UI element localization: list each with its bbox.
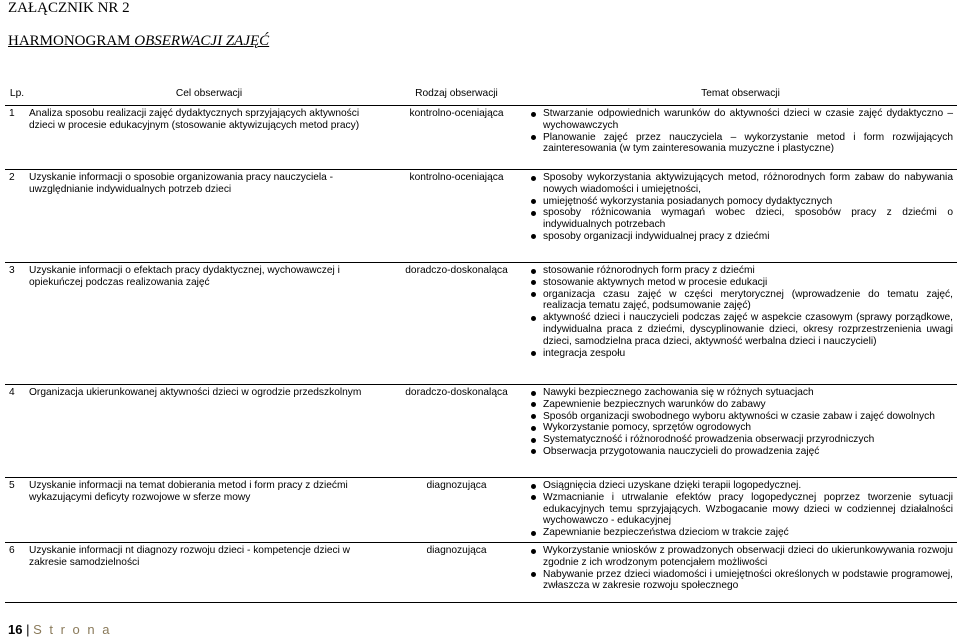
page-word: S t r o n a	[33, 622, 112, 637]
topic-item: Wykorzystanie pomocy, sprzętów ogrodowych	[525, 422, 953, 434]
topic-item: organizacja czasu zajęć w części merytorycznej (wprowadzenie do tematu zajęć, realizacja tematu zajęć, podsumowanie zajęć)	[525, 289, 953, 313]
topic-item: Stwarzanie odpowiednich warunków do aktywności dzieci w czasie zajęć dydaktyczno – wychowawczych	[525, 108, 953, 132]
topic-item: Nabywanie przez dzieci wiadomości i umiejętności określonych w podstawie programowej, zwłaszcza w zakresie rozwoju społecznego	[525, 569, 953, 593]
topic-list	[525, 265, 953, 359]
topic-item: Planowanie zajęć przez nauczyciela – wykorzystanie metod i form rozwijających zainteresowania (w tym zainteresowania muzyczne i plastyczne)	[525, 132, 953, 156]
schedule-table	[5, 83, 957, 603]
observation-type: kontrolno-oceniająca	[389, 106, 524, 170]
topic-list	[525, 172, 953, 243]
annex-label: ZAŁĄCZNIK NR 2	[8, 0, 130, 16]
col-header-rodzaj: Rodzaj obserwacji	[389, 83, 524, 106]
topic-item: integracja zespołu	[525, 348, 953, 360]
document-title	[8, 33, 269, 50]
document-title-italic: OBSERWACJI ZAJĘĆ	[134, 33, 270, 49]
observation-goal: Uzyskanie informacji na temat dobierania metod i form pracy z dziećmi wykazującymi deficyty rozwojowe w sferze mowy	[29, 478, 389, 543]
observation-type: doradczo-doskonaląca	[389, 263, 524, 385]
topic-item: sposoby organizacji indywidualnej pracy z dziećmi	[525, 231, 953, 243]
table-row	[5, 543, 957, 603]
topic-item: stosowanie aktywnych metod w procesie edukacji	[525, 277, 953, 289]
table-row	[5, 263, 957, 385]
observation-type: kontrolno-oceniająca	[389, 170, 524, 263]
topic-list	[525, 108, 953, 155]
topic-item: Sposoby wykorzystania aktywizujących metod, różnorodnych form zabaw do nabywania nowych wiadomości i umiejętności,	[525, 172, 953, 196]
observation-topics	[524, 263, 957, 385]
row-number: 3	[5, 263, 29, 385]
topic-item: Osiągnięcia dzieci uzyskane dzięki terapii logopedycznej.	[525, 480, 953, 492]
row-number: 5	[5, 478, 29, 543]
observation-goal: Analiza sposobu realizacji zajęć dydaktycznych sprzyjających aktywności dzieci w procesie edukacyjnym (stosowanie aktywizujących metod pracy)	[29, 106, 389, 170]
observation-type: diagnozująca	[389, 543, 524, 603]
document-title-prefix: HARMONOGRAM	[8, 33, 135, 49]
col-header-cel: Cel obserwacji	[29, 83, 389, 106]
topic-item: Wykorzystanie wniosków z prowadzonych obserwacji dzieci do ukierunkowywania rozwoju zgodnie z ich wrodzonym potencjałem możliwości	[525, 545, 953, 569]
topic-item: Zapewnianie bezpieczeństwa dzieciom w trakcie zajęć	[525, 527, 953, 539]
table-row	[5, 478, 957, 543]
page-footer	[8, 622, 111, 637]
page-number: 16	[8, 622, 23, 637]
topic-item: Obserwacja przygotowania nauczycieli do prowadzenia zajęć	[525, 446, 953, 458]
topic-item: umiejętność wykorzystania posiadanych pomocy dydaktycznych	[525, 196, 953, 208]
col-header-temat: Temat obserwacji	[524, 83, 957, 106]
topic-item: sposoby różnicowania wymagań wobec dzieci, sposobów pracy z dziećmi o indywidualnych potrzebach	[525, 207, 953, 231]
observation-type: diagnozująca	[389, 478, 524, 543]
table-row	[5, 106, 957, 170]
table-row	[5, 385, 957, 478]
topic-item: stosowanie różnorodnych form pracy z dziećmi	[525, 265, 953, 277]
row-number: 2	[5, 170, 29, 263]
col-header-lp: Lp.	[5, 83, 29, 106]
observation-topics	[524, 170, 957, 263]
row-number: 4	[5, 385, 29, 478]
observation-type: doradczo-doskonaląca	[389, 385, 524, 478]
topic-list	[525, 387, 953, 458]
topic-item: Sposób organizacji swobodnego wyboru aktywności w czasie zabaw i zajęć dowolnych	[525, 411, 953, 423]
topic-item: Nawyki bezpiecznego zachowania się w różnych sytuacjach	[525, 387, 953, 399]
observation-goal: Uzyskanie informacji o efektach pracy dydaktycznej, wychowawczej i opiekuńczej podczas realizowania zajęć	[29, 263, 389, 385]
topic-item: Systematyczność i różnorodność prowadzenia obserwacji przyrodniczych	[525, 434, 953, 446]
observation-topics	[524, 478, 957, 543]
table-row	[5, 170, 957, 263]
observation-topics	[524, 385, 957, 478]
observation-topics	[524, 543, 957, 603]
observation-topics	[524, 106, 957, 170]
row-number: 1	[5, 106, 29, 170]
page-separator: |	[22, 622, 34, 637]
topic-item: Wzmacnianie i utrwalanie efektów pracy logopedycznej poprzez tworzenie sytuacji edukacyjnych temu sprzyjających. Wzbogacanie mowy dzieci w codziennej działalności wychowawczo - edukacyjnej	[525, 492, 953, 527]
table-header-row	[5, 83, 957, 106]
observation-goal: Organizacja ukierunkowanej aktywności dzieci w ogrodzie przedszkolnym	[29, 385, 389, 478]
observation-goal: Uzyskanie informacji o sposobie organizowania pracy nauczyciela - uwzględnianie indywidualnych potrzeb dzieci	[29, 170, 389, 263]
topic-list	[525, 545, 953, 592]
topic-item: aktywność dzieci i nauczycieli podczas zajęć w aspekcie czasowym (sprawy porządkowe, indywidualna praca z dziećmi, dyscyplinowanie dzieci, okresy rozprzestrzenienia uwagi dzieci, samodzielna praca dzieci, aktywność werbalna dzieci i nauczycieli)	[525, 312, 953, 347]
observation-goal: Uzyskanie informacji nt diagnozy rozwoju dzieci - kompetencje dzieci w zakresie samodzielności	[29, 543, 389, 603]
topic-item: Zapewnienie bezpiecznych warunków do zabawy	[525, 399, 953, 411]
topic-list	[525, 480, 953, 539]
row-number: 6	[5, 543, 29, 603]
